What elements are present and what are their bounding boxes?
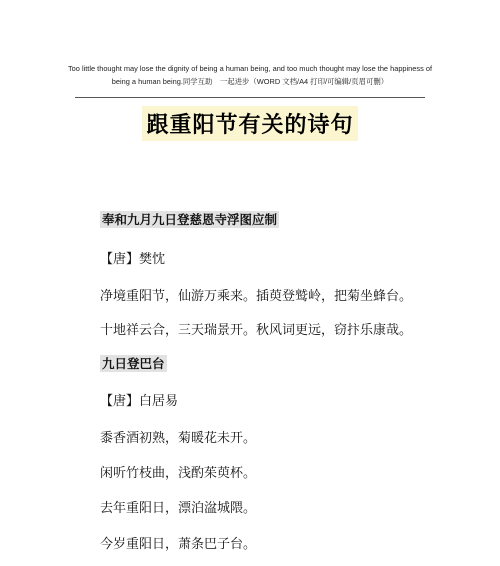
page-title: 跟重阳节有关的诗句	[142, 106, 357, 141]
header-line-1: Too little thought may lose the dignity of being a human being, and too much thought may lose the happiness of	[67, 64, 433, 73]
poem-1-line-2: 十地祥云合，三天瑞景开。秋风词更远，窃抃乐康哉。	[100, 323, 413, 338]
poem-2-heading: 九日登巴台	[102, 356, 165, 371]
header-divider	[75, 97, 425, 98]
poem-2-heading-row	[100, 354, 167, 372]
poem-1-line-1: 净境重阳节，仙游万乘来。插萸登鹫岭，把菊坐蜂台。	[100, 289, 413, 304]
poem-2-line-3: 去年重阳日，漂泊湓城隈。	[100, 501, 257, 516]
header-line-2: being a human being.同学互助 一起进步（WORD 文档/A4 打印/可编辑/页眉可删）	[111, 77, 389, 86]
poem-2-author: 【唐】白居易	[100, 394, 179, 409]
poem-2-line-1: 黍香酒初熟，菊暖花未开。	[100, 431, 257, 446]
poem-1-author: 【唐】樊忱	[100, 252, 166, 267]
poem-2-line-4: 今岁重阳日，萧条巴子台。	[100, 537, 257, 552]
poem-1-heading: 奉和九月九日登慈恩寺浮图应制	[102, 212, 278, 227]
poem-1-heading-row	[100, 210, 279, 228]
title-container	[0, 106, 500, 141]
page-header	[60, 62, 440, 88]
poem-2-line-2: 闲听竹枝曲，浅酌茱萸杯。	[100, 466, 257, 481]
